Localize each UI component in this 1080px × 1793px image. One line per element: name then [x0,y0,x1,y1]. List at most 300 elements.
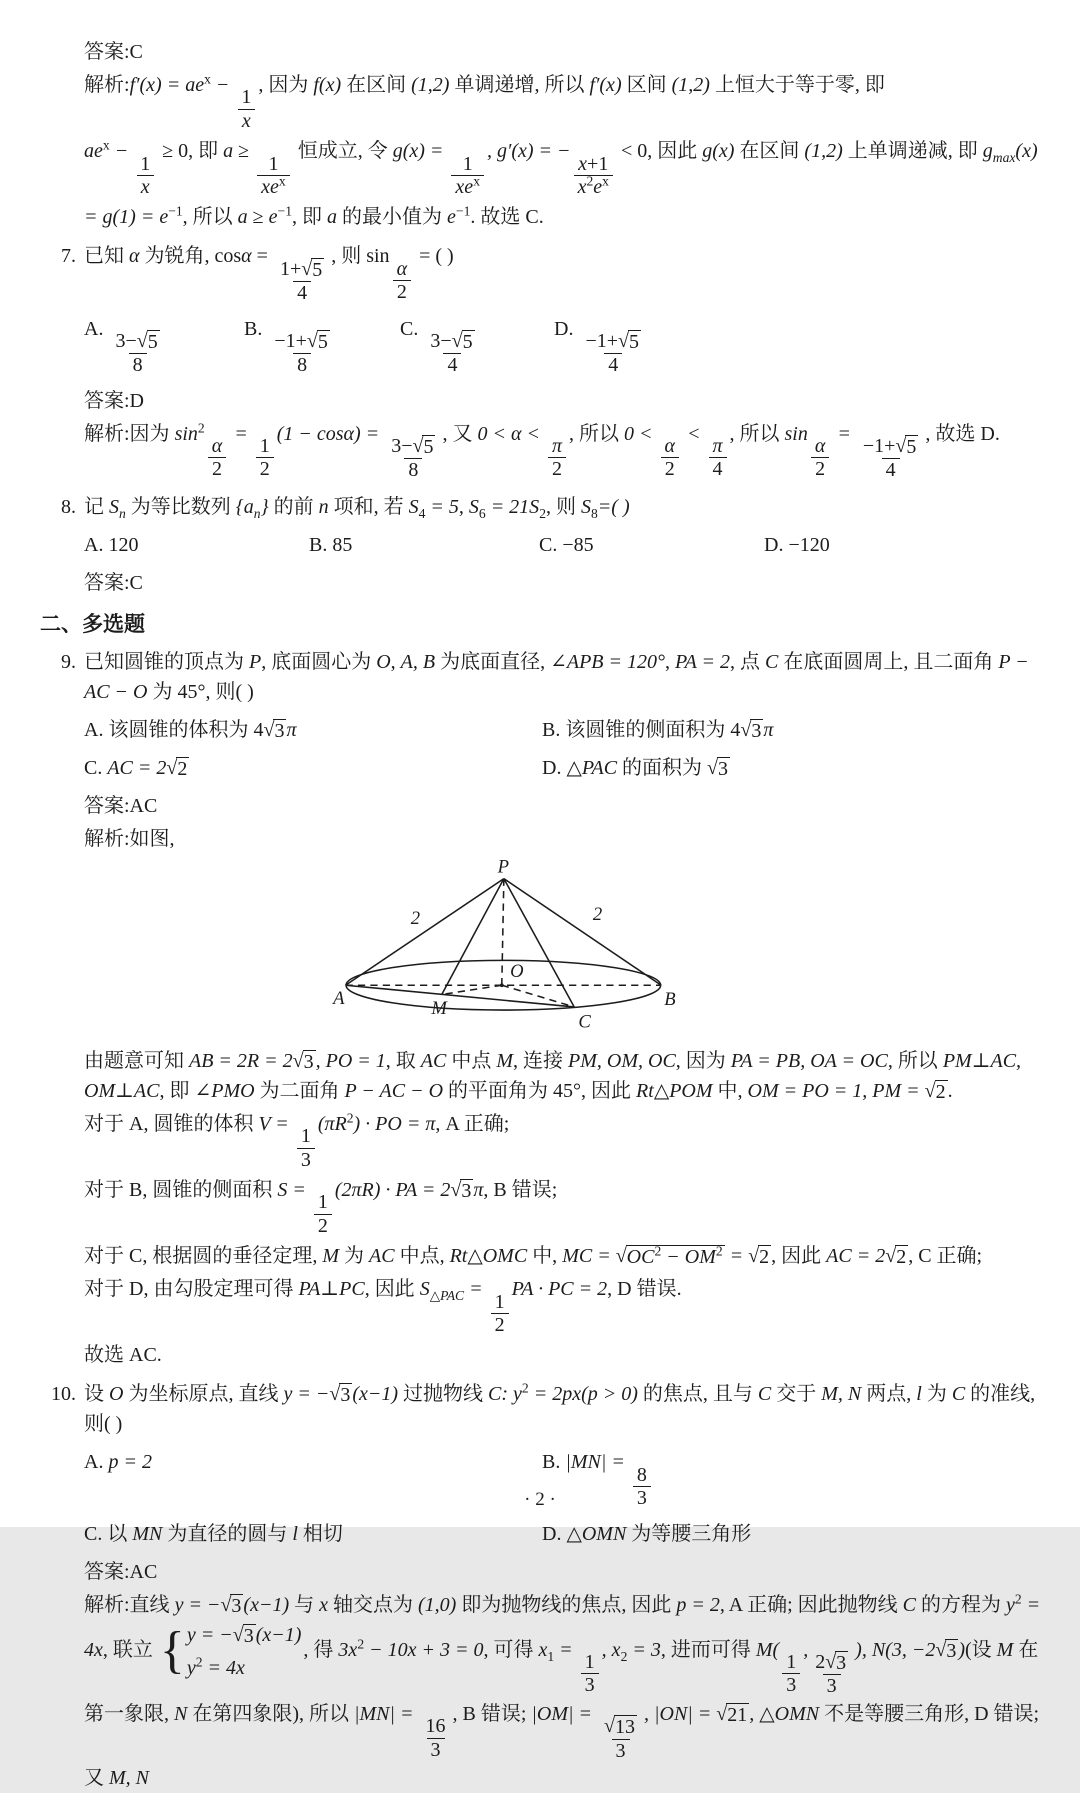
text-run: (x−1) [243,1593,290,1616]
text-run [347,1110,354,1125]
text-run: , B 错误; [452,1702,532,1725]
text-run: S [109,495,119,518]
text-run: f′(x) = ae [129,74,205,96]
text-run: (1,2) [804,140,843,163]
text-run: AB = 2R = 2 [189,1049,293,1072]
text-run: √ [935,1638,947,1661]
text-run: 3 [461,1180,472,1203]
text-run: − [210,74,235,96]
text-run: 已知 [84,245,129,268]
text-run: 3 [946,1639,957,1662]
analysis-q6-line2 [84,136,1046,199]
text-run [716,1244,723,1259]
text-run: 即为抛物线的焦点, 因此 [456,1593,677,1616]
text-run [314,1191,332,1213]
text-run: PA⊥PC [298,1278,365,1301]
text-run [256,435,274,457]
text-run: α [396,257,408,280]
options-q9-row1 [84,715,1046,745]
analysis-q7 [84,419,1046,483]
text-run: max [992,149,1016,165]
text-run [600,1715,641,1738]
text-run: l [292,1522,298,1545]
text-run: C. −85 [539,533,594,556]
text-run: √ [716,1702,728,1725]
text-run [925,1080,948,1103]
text-run: (1 − cosα) = [276,422,385,445]
text-run [443,353,461,376]
text-run [782,1673,800,1696]
option-item [400,314,554,378]
text-run: 2 [494,1313,505,1336]
text-run [616,1245,725,1268]
text-run: 上恒大于等于零, 即 [709,74,885,96]
text-run [591,506,598,521]
text-run: x [577,175,587,198]
text-run [387,435,439,458]
text-run: 解析:因为 [84,422,175,445]
text-run [314,1191,332,1237]
text-run: g(x) = [392,140,449,163]
text-run: 8 [297,354,308,377]
text-run: 区间 [621,74,672,96]
text-run: f′(x) [589,74,622,96]
text-run: (1,2) [671,74,710,96]
text-run: a [327,206,338,229]
text-run: Rt△OMC [449,1245,528,1268]
text-run: 1 [494,1290,505,1313]
option-item [542,715,1046,745]
text-run [758,1245,771,1268]
answer-q7 [84,386,1046,416]
text-run: 解析:如图, [84,827,175,850]
text-run: 3 [826,1675,837,1698]
text-run [740,719,763,742]
text-run [460,1179,473,1202]
question-9 [61,647,1046,707]
text-run: 答案:C [84,41,143,63]
text-run [709,457,727,480]
text-run: C [951,1383,966,1406]
text-run: ≥ 0, 即 [157,140,224,163]
text-run: A. [84,317,109,340]
figure-label-PB-length: 2 [592,903,603,925]
text-run: = [554,1638,578,1661]
text-run: =( [597,495,618,518]
text-run: 2 [197,420,205,436]
text-run: √ [166,756,178,779]
text-run: , 因此 [364,1278,420,1301]
text-run: x [473,173,480,189]
text-run [835,1651,848,1674]
option-item [84,1519,542,1549]
text-run: 为直径的圆与 [162,1522,293,1545]
text-run: = [251,245,273,268]
text-run [811,435,830,457]
text-run: 1+ [279,257,302,280]
text-run [491,1313,509,1336]
text-run [233,1624,256,1647]
question-number: 10. [51,1383,76,1406]
text-run: = 21S [485,495,540,518]
text-run [660,435,679,481]
text-run [462,330,475,353]
text-run [187,1620,302,1650]
text-run [136,153,154,199]
answer-q10 [84,1557,1046,1587]
text-run: n [253,505,261,521]
text-run [111,330,163,377]
text-run [451,153,484,199]
edge-PC [504,878,574,1006]
text-run [574,153,612,175]
text-run: 3 [231,1594,242,1617]
option-item [84,1447,542,1477]
text-run [708,435,726,457]
text-run: √ [136,329,148,352]
text-run [168,204,182,219]
text-run: 2 [539,505,546,521]
text-run: 1 [462,152,473,175]
text-run: n [119,505,126,521]
text-run: B. [542,1451,566,1474]
text-run [823,1674,841,1697]
text-run [491,1291,509,1337]
text-run: 5 [906,436,917,459]
text-run: S = [277,1179,311,1202]
text-run [270,330,334,353]
text-run [256,457,274,480]
text-run: y [1005,1593,1015,1616]
text-run [297,1125,315,1147]
text-run [307,330,330,353]
text-run: 3 [243,1624,254,1647]
text-run [204,72,211,87]
text-run: B. 该圆锥的侧面积为 4 [542,718,741,741]
text-run [885,1245,908,1268]
text-run [412,435,435,458]
text-run [935,1639,958,1662]
text-run: } [260,495,269,518]
text-run: π [286,718,297,741]
text-run: 2 [551,458,562,481]
text-run [119,506,126,521]
text-run: 3x [338,1638,358,1661]
text-run: 为等比数列 [125,495,236,518]
analysis-q9-intro [84,824,1046,854]
text-run [230,1594,243,1617]
text-run: 5 [462,330,473,353]
text-run: 轴交点为 [328,1593,419,1616]
option-item [84,314,244,378]
text-run: , 底面圆心为 [261,650,377,673]
text-run [339,1383,352,1406]
text-run [303,1050,316,1073]
text-run [707,757,730,780]
text-run: D. [542,1522,567,1545]
text-run: AC [369,1245,395,1268]
text-run: 1 [140,152,151,175]
text-run: 的方程为 [915,1593,1006,1616]
question-7 [61,241,1046,305]
text-run: y [186,1656,196,1679]
text-run: √ [885,1245,897,1268]
text-run [717,757,730,780]
answer-q6 [84,37,1046,67]
text-run: 3− [430,329,452,352]
text-run [716,1703,749,1726]
text-run [276,258,328,305]
text-run: △PAC [566,756,618,779]
edge-PB [504,878,661,985]
text-run: e [268,206,278,229]
text-run: x [241,109,251,132]
text-run: = [464,1278,488,1301]
text-run [293,281,311,304]
text-run: ) [958,1638,965,1661]
text-run [329,1383,352,1406]
text-run: √ [615,1245,627,1268]
text-run: 为二面角 [254,1079,345,1102]
text-run: , 点 [730,650,766,673]
text-run [278,204,292,219]
text-run: 的前 [268,495,319,518]
text-run [198,420,205,435]
option-item [84,530,309,560]
text-run: = 4x [202,1656,245,1679]
text-run: C. [84,756,108,779]
text-run: √ [232,1623,244,1646]
text-run: sin [784,422,808,445]
text-run: x [578,152,588,175]
text-run [539,506,546,521]
text-run: 答案:AC [84,794,158,817]
text-run: S [408,495,419,518]
text-run: p = 2 [108,1451,152,1474]
text-run: y = − [174,1593,221,1616]
text-run: √ [301,257,313,280]
option-item [764,530,1046,560]
analysis-q10 [84,1590,1046,1793]
text-run: 在第四象限), 所以 [187,1702,355,1725]
edge-PM [442,878,504,994]
text-run: M( [755,1638,780,1661]
text-run [522,1381,529,1396]
text-run: C [902,1593,916,1616]
text-run [427,1738,445,1761]
text-run [581,1651,599,1697]
text-run: . 故选 C. [470,206,544,229]
text-run [264,153,282,175]
text-run: 3 [340,1384,351,1407]
text-run: e [447,206,456,229]
text-run: 6 [478,505,486,521]
text-run: 不是等腰三角形, D 错误; 又 [84,1702,1040,1789]
text-run: 2 [935,1080,946,1103]
text-run [208,435,227,457]
text-run: = 2px(p > 0) [528,1383,638,1406]
text-run: M [496,1049,514,1072]
text-run: 单调递增, 所以 [449,74,590,96]
text-run: ∠APB = 120° [550,650,666,673]
text-run [600,1715,641,1762]
text-run: 中点 [446,1049,497,1072]
text-run [273,719,286,742]
text-run: −1+ [862,435,896,458]
text-run: , [390,650,401,673]
text-run [137,330,160,353]
text-run: √ [618,329,629,352]
text-run: 21 [727,1703,748,1726]
text-run: g(x) [702,140,735,163]
text-run [626,1245,725,1268]
text-run: 对于 A, 圆锥的体积 [84,1112,259,1135]
text-run [311,258,324,281]
text-run: π [473,1179,484,1202]
text-run [187,1620,302,1683]
text-run: (πR [317,1112,347,1135]
text-run: 8 [590,505,598,521]
text-run [196,1654,203,1669]
text-run: 4 [608,354,619,377]
text-run: xe [261,175,279,198]
text-run: 3 [274,719,285,742]
text-run: g [982,140,993,163]
text-run: , △OMN [749,1702,820,1725]
text-run [882,458,900,481]
text-run: xe [455,175,474,198]
text-run: C [757,1383,772,1406]
text-run: |MN| = [354,1702,419,1725]
figure-label-A: A [333,987,345,1009]
text-run: P − AC − O [344,1079,444,1102]
text-run: 为 [921,1383,952,1406]
text-run: ) [622,495,630,518]
point-O [500,983,504,987]
text-run: 1 [268,152,279,175]
text-run [661,457,679,480]
text-run [748,1245,771,1268]
analysis-q9-option-d [84,1274,1046,1337]
document-content [40,37,1046,1793]
text-run: √ [748,1245,760,1268]
text-run [1015,1591,1022,1606]
text-run [422,1715,450,1737]
text-run [254,506,261,521]
text-run: 答案:D [84,389,144,412]
text-run: 项和, 若 [328,495,409,518]
text-run: , [665,650,676,673]
text-run: π [712,435,723,458]
text-run [237,86,255,132]
text-run: a [237,206,248,229]
text-run: x [538,1638,548,1661]
figure-label-C: C [578,1011,591,1033]
text-run: 对于 D, 由勾股定理可得 [84,1278,299,1301]
text-run [473,173,480,188]
text-run [393,258,412,280]
option-item [554,314,1046,378]
text-run: l [916,1383,922,1406]
text-run: n [318,495,329,518]
text-run: 2 [1014,1591,1022,1607]
text-run: , 故选 D. [925,422,1000,445]
text-run: 二、多选题 [40,611,145,636]
text-run: 13 [615,1716,636,1739]
text-run: 2 [896,1246,907,1269]
text-run [238,109,255,132]
text-run: 已知圆锥的顶点为 [84,650,249,673]
text-run [660,435,679,457]
text-run: ), N(3, −2 [855,1638,936,1661]
text-run: 解析:直线 [84,1593,175,1616]
text-run: 2 [396,281,407,304]
text-run [548,435,566,481]
text-run: 8 [132,354,143,377]
text-run: √ [412,435,424,458]
text-run: 答案:C [84,571,143,594]
text-run: 1 [241,86,252,109]
text-run [187,1653,302,1683]
text-run: OM = PO = 1, PM = [747,1079,925,1102]
text-run: |MN| = [565,1451,630,1474]
text-run: , 因为 [675,1049,731,1072]
page-number: · 2 · [524,1489,556,1510]
text-run: , 则 sin [331,245,390,268]
text-run: x [140,175,150,198]
text-run: = g(1) = e [84,206,169,229]
text-run: π [551,435,562,458]
text-run: 为等腰三角形 [626,1522,752,1545]
text-run: O [376,650,391,673]
text-run: 相切 [297,1522,343,1545]
text-run: √ [292,1049,304,1072]
text-run: M, N [109,1766,149,1789]
text-run: α [129,245,140,268]
text-run: 2 [620,1648,628,1664]
text-run [548,457,566,480]
analysis-q9-para [84,1046,1046,1106]
text-run: 4 [447,354,458,377]
text-run: −1+ [274,329,307,352]
text-run: , 可得 [483,1638,539,1661]
text-run: ∠PMO [194,1079,255,1102]
text-run: , 所以 [887,1049,943,1072]
text-run: , 联立 [102,1638,158,1661]
text-run: 1 [547,1648,555,1664]
text-run [279,173,286,188]
text-run [176,757,189,780]
text-run: (x) [1015,140,1038,163]
text-run: 3 [836,1652,847,1675]
text-run: D. [542,756,567,779]
text-run: √ [924,1079,936,1102]
text-run: {a [235,495,254,518]
text-run: |OM| = [531,1702,598,1725]
text-run: , 即 [159,1079,195,1102]
cone-diagram-svg [332,856,684,1038]
text-run: , 又 [442,422,478,445]
text-run: x [204,71,211,87]
text-run: , A 正确; 因此抛物线 [719,1593,903,1616]
cone-diagram [332,856,1046,1038]
text-run [491,1291,509,1313]
text-run [276,258,328,281]
text-run [456,204,470,219]
text-run: 为锐角, cos [139,245,242,268]
text-run [811,457,829,480]
text-run [293,1050,316,1073]
